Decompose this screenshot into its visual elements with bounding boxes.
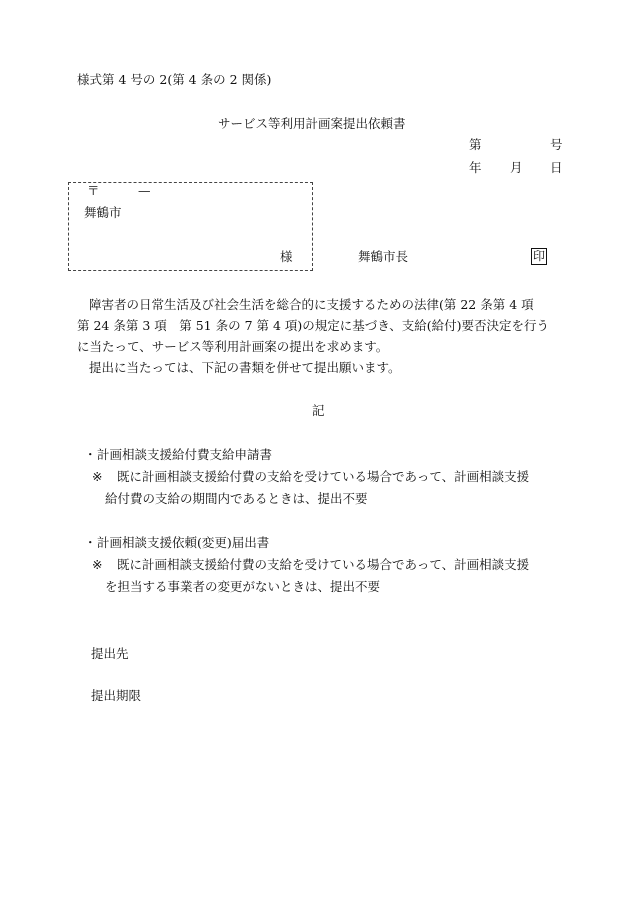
item-1-bullet: ・ (84, 447, 97, 462)
issuer-name: 舞鶴市長 (358, 249, 409, 264)
doc-number-suffix: 号 (550, 137, 563, 152)
address-box (68, 182, 313, 271)
document-title: サービス等利用計画案提出依頼書 (218, 116, 406, 131)
body-paragraph-1-line-1: 障害者の日常生活及び社会生活を総合的に支援するための法律(第 22 条第 4 項 (89, 297, 534, 312)
form-number: 様式第 4 号の 2(第 4 条の 2 関係) (77, 72, 272, 87)
date-day: 日 (550, 160, 563, 175)
deadline-label: 提出期限 (91, 688, 142, 703)
item-2-note-line-2: を担当する事業者の変更がないときは、提出不要 (105, 579, 381, 594)
item-2-bullet: ・ (84, 535, 97, 550)
item-1-title: 計画相談支援給付費支給申請書 (97, 447, 273, 462)
doc-number-prefix: 第 (469, 137, 482, 152)
item-2-note-line-1: 既に計画相談支援給付費の支給を受けている場合であって、計画相談支援 (117, 557, 530, 572)
item-2-note-mark: ※ (92, 557, 103, 572)
ki-heading: 記 (312, 403, 325, 418)
item-1-note-line-2: 給付費の支給の期間内であるときは、提出不要 (105, 491, 368, 506)
body-paragraph-1-line-2: 第 24 条第 3 項 第 51 条の 7 第 4 項)の規定に基づき、支給(給付)要否決定を行う (77, 318, 550, 333)
item-2-title: 計画相談支援依頼(変更)届出書 (97, 535, 270, 550)
seal-mark: 印 (532, 249, 545, 263)
address-city: 舞鶴市 (84, 205, 122, 220)
postal-dash: — (138, 183, 151, 198)
recipient-honorific: 様 (280, 249, 293, 264)
date-month: 月 (510, 160, 523, 175)
body-paragraph-2: 提出に当たっては、下記の書類を併せて提出願います。 (89, 360, 401, 375)
destination-label: 提出先 (91, 646, 129, 661)
item-1-note-mark: ※ (92, 469, 103, 484)
item-1-note-line-1: 既に計画相談支援給付費の支給を受けている場合であって、計画相談支援 (117, 469, 530, 484)
body-paragraph-1-line-3: に当たって、サービス等利用計画案の提出を求めます。 (77, 339, 389, 354)
postal-mark: 〒 (87, 183, 100, 198)
date-year: 年 (469, 160, 482, 175)
